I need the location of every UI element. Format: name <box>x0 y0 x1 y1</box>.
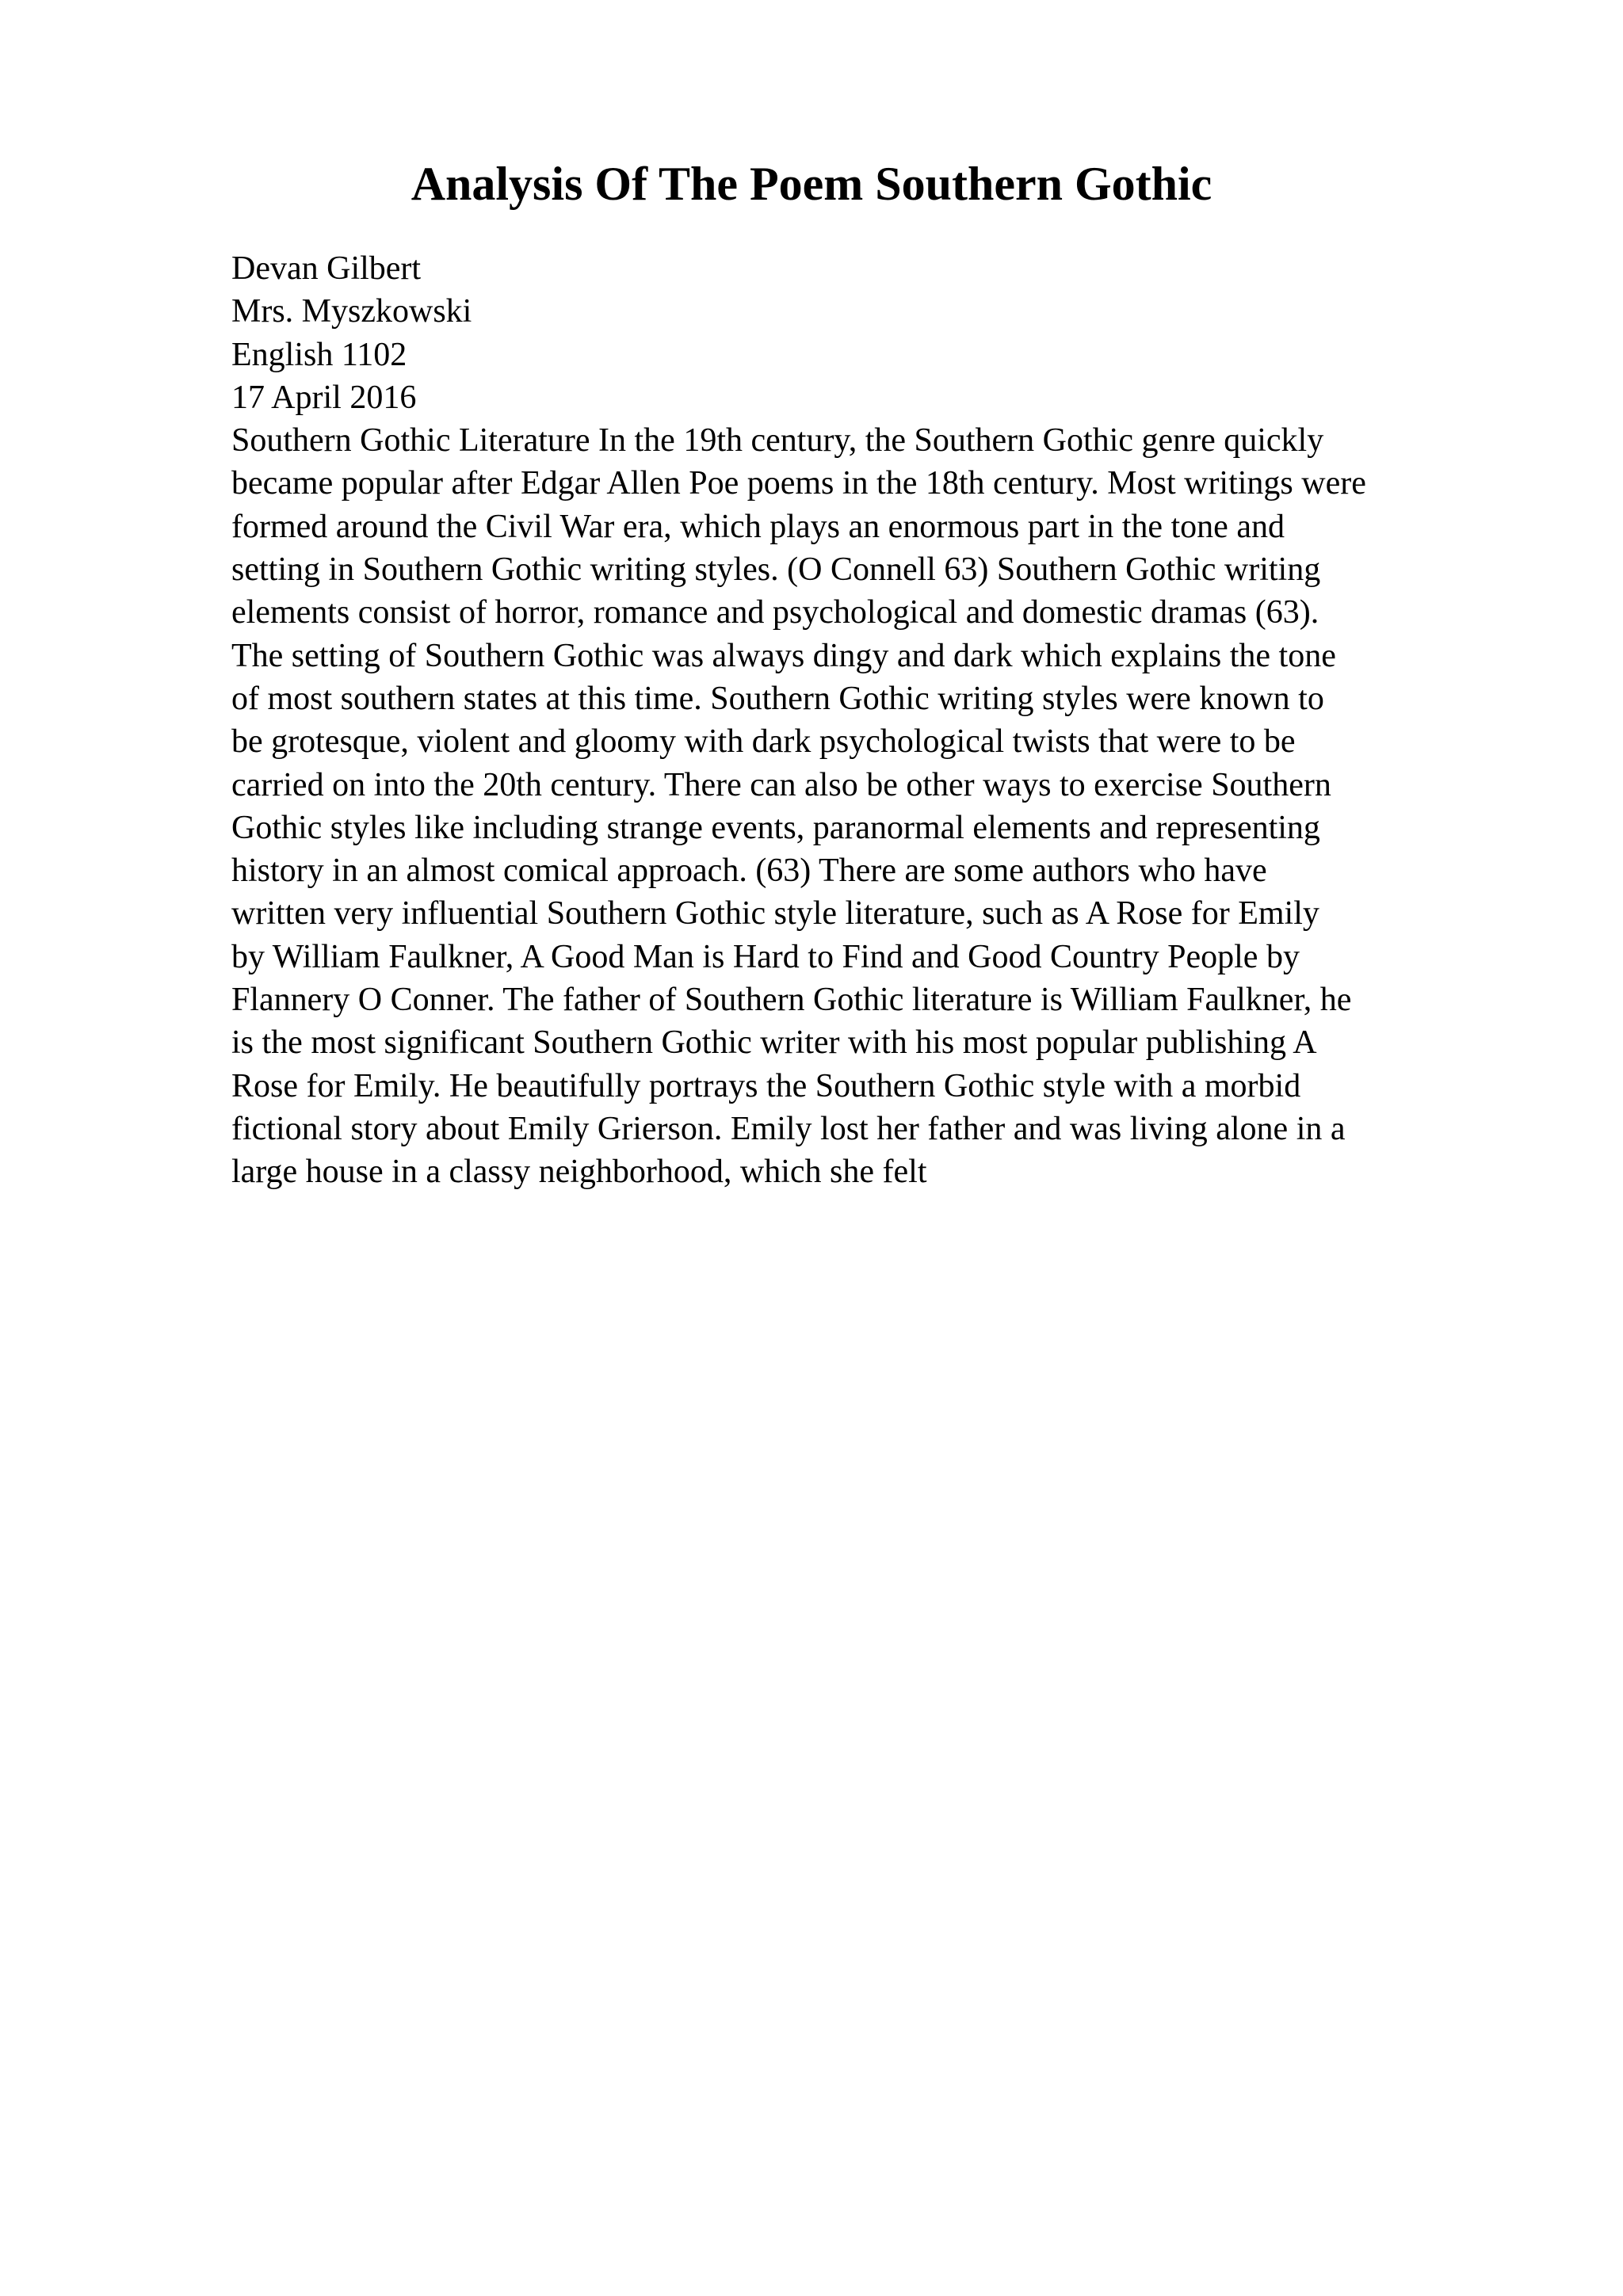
body-line: became popular after Edgar Allen Poe poems in the 18th century. Most writings were <box>231 465 1366 502</box>
instructor-name: Mrs. Myszkowski <box>231 293 472 330</box>
body-line: Gothic styles like including strange events, paranormal elements and representing <box>231 809 1320 846</box>
body-line: setting in Southern Gothic writing styles. (O Connell 63) Southern Gothic writing <box>231 551 1321 589</box>
body-line: be grotesque, violent and gloomy with dark psychological twists that were to be <box>231 723 1296 761</box>
document-date: 17 April 2016 <box>231 379 417 416</box>
document-content <box>231 247 1515 1194</box>
body-line: The setting of Southern Gothic was always dingy and dark which explains the tone <box>231 637 1336 674</box>
document-title: Analysis Of The Poem Southern Gothic <box>411 158 1212 210</box>
body-line: formed around the Civil War era, which plays an enormous part in the tone and <box>231 508 1285 545</box>
author-name: Devan Gilbert <box>231 250 422 287</box>
body-line: large house in a classy neighborhood, which she felt <box>231 1154 927 1191</box>
body-line: fictional story about Emily Grierson. Emily lost her father and was living alone in a <box>231 1110 1346 1147</box>
body-line: history in an almost comical approach. (63) There are some authors who have <box>231 852 1267 890</box>
body-line: written very influential Southern Gothic style literature, such as A Rose for Emily <box>231 895 1319 933</box>
body-line: Rose for Emily. He beautifully portrays the Southern Gothic style with a morbid <box>231 1067 1301 1104</box>
course-name: English 1102 <box>231 336 407 373</box>
body-line: by William Faulkner, A Good Man is Hard to Find and Good Country People by <box>231 938 1300 975</box>
body-line: elements consist of horror, romance and psychological and domestic dramas (63). <box>231 594 1319 631</box>
body-line: Flannery O Conner. The father of Southern Gothic literature is William Faulkner, he <box>231 982 1352 1019</box>
body-line: carried on into the 20th century. There can also be other ways to exercise Southern <box>231 766 1331 803</box>
body-line: Southern Gothic Literature In the 19th century, the Southern Gothic genre quickly <box>231 422 1324 460</box>
body-line: of most southern states at this time. Southern Gothic writing styles were known to <box>231 680 1324 717</box>
body-paragraph <box>231 419 1515 1193</box>
body-line: is the most significant Southern Gothic writer with his most popular publishing A <box>231 1024 1317 1062</box>
